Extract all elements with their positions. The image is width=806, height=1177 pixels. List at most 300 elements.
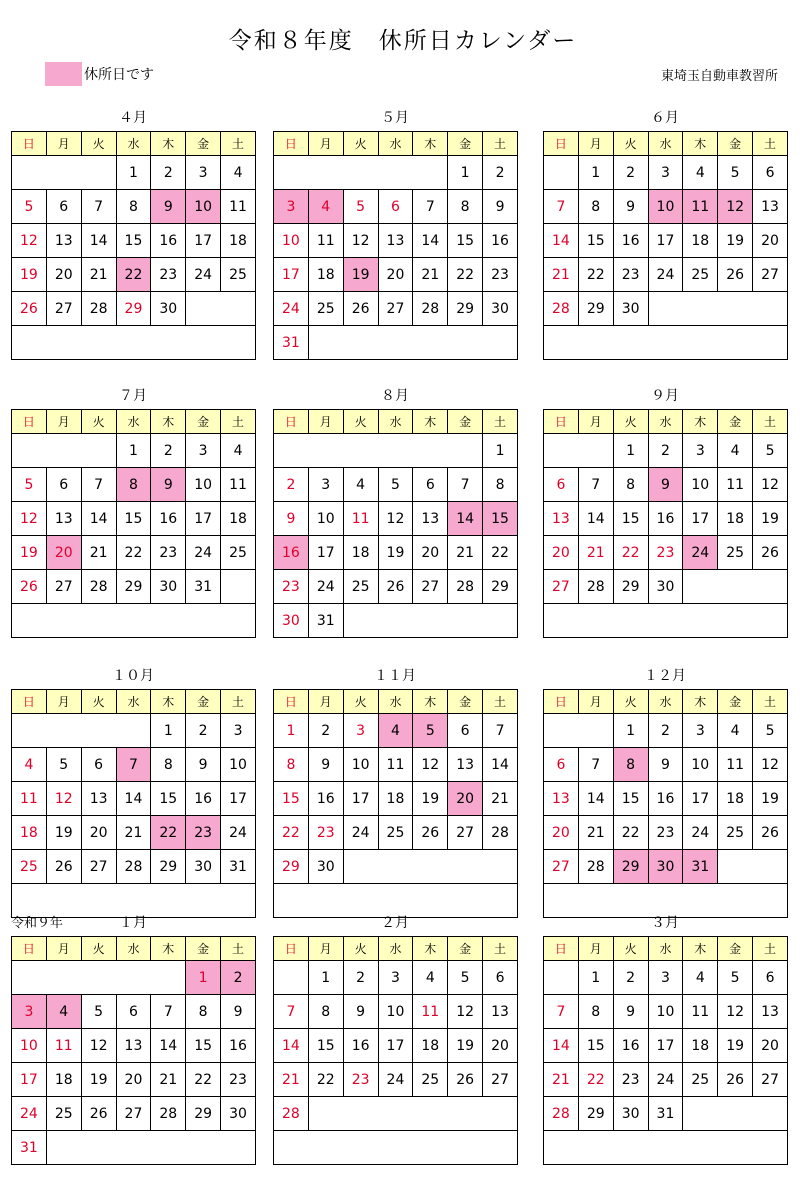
weekday-header: 日 (274, 132, 309, 156)
day-cell: 25 (308, 292, 343, 326)
day-cell: 30 (613, 292, 648, 326)
week-row (544, 434, 788, 468)
week-row (12, 850, 256, 884)
day-cell: 9 (221, 995, 256, 1029)
day-cell: 4 (221, 434, 256, 468)
week-row (274, 1029, 518, 1063)
weekday-header: 火 (613, 132, 648, 156)
day-cell: 14 (483, 748, 518, 782)
day-cell: 8 (448, 190, 483, 224)
month-table (273, 131, 518, 360)
day-cell: 12 (12, 502, 47, 536)
day-cell: 20 (46, 258, 81, 292)
day-cell: 1 (613, 714, 648, 748)
week-row (12, 995, 256, 1029)
day-cell: 27 (46, 570, 81, 604)
day-cell: 20 (544, 536, 579, 570)
empty-cell (221, 1131, 256, 1165)
day-cell: 26 (718, 258, 753, 292)
empty-cell (718, 604, 753, 638)
week-row (12, 502, 256, 536)
day-cell: 23 (648, 816, 683, 850)
day-cell: 15 (613, 782, 648, 816)
day-cell: 23 (151, 536, 186, 570)
day-cell: 21 (483, 782, 518, 816)
week-row (12, 714, 256, 748)
day-cell: 10 (221, 748, 256, 782)
day-cell: 2 (151, 434, 186, 468)
day-cell: 18 (46, 1063, 81, 1097)
day-cell: 17 (274, 258, 309, 292)
weekday-header: 木 (683, 690, 718, 714)
day-cell: 11 (46, 1029, 81, 1063)
day-cell: 3 (12, 995, 47, 1029)
day-cell: 10 (343, 748, 378, 782)
week-row (274, 536, 518, 570)
day-cell: 14 (544, 1029, 579, 1063)
empty-cell (274, 1131, 309, 1165)
day-cell: 25 (221, 258, 256, 292)
week-row (12, 156, 256, 190)
day-cell: 10 (186, 190, 221, 224)
day-cell: 7 (448, 468, 483, 502)
empty-cell (718, 326, 753, 360)
empty-cell (221, 292, 256, 326)
month-table (11, 689, 256, 918)
day-cell: 29 (116, 570, 151, 604)
weekday-header: 金 (448, 410, 483, 434)
day-cell: 6 (544, 748, 579, 782)
month-title: ５月 (381, 110, 409, 126)
day-cell: 27 (448, 816, 483, 850)
day-cell: 9 (308, 748, 343, 782)
day-cell: 27 (46, 292, 81, 326)
empty-cell (378, 326, 413, 360)
day-cell: 13 (378, 224, 413, 258)
day-cell: 29 (116, 292, 151, 326)
day-cell: 18 (343, 536, 378, 570)
day-cell: 11 (221, 468, 256, 502)
weekday-header: 金 (186, 410, 221, 434)
day-cell: 30 (151, 570, 186, 604)
day-cell: 1 (613, 434, 648, 468)
day-cell: 4 (12, 748, 47, 782)
empty-cell (613, 1131, 648, 1165)
day-cell: 30 (483, 292, 518, 326)
empty-cell (613, 326, 648, 360)
day-cell: 29 (483, 570, 518, 604)
month-title: ７月 (119, 388, 147, 404)
month-table (273, 936, 518, 1165)
day-cell: 6 (46, 468, 81, 502)
empty-cell (718, 570, 753, 604)
day-cell: 28 (274, 1097, 309, 1131)
week-row (274, 1097, 518, 1131)
weekday-header: 木 (413, 937, 448, 961)
weekday-header-row (274, 132, 518, 156)
day-cell: 9 (151, 468, 186, 502)
day-cell: 19 (448, 1029, 483, 1063)
day-cell: 30 (648, 850, 683, 884)
day-cell: 5 (413, 714, 448, 748)
weekday-header: 金 (448, 132, 483, 156)
day-cell: 7 (116, 748, 151, 782)
empty-cell (116, 1131, 151, 1165)
day-cell: 31 (648, 1097, 683, 1131)
weekday-header-row (544, 690, 788, 714)
day-cell: 14 (578, 782, 613, 816)
empty-cell (753, 850, 788, 884)
day-cell: 7 (544, 995, 579, 1029)
day-cell: 2 (308, 714, 343, 748)
day-cell: 29 (613, 850, 648, 884)
day-cell: 27 (753, 258, 788, 292)
empty-cell (116, 714, 151, 748)
day-cell: 22 (483, 536, 518, 570)
weekday-header: 水 (116, 132, 151, 156)
day-cell: 25 (221, 536, 256, 570)
weekday-header: 水 (648, 690, 683, 714)
day-cell: 7 (578, 468, 613, 502)
day-cell: 26 (12, 292, 47, 326)
day-cell: 16 (151, 502, 186, 536)
day-cell: 8 (116, 468, 151, 502)
empty-cell (544, 604, 579, 638)
day-cell: 10 (308, 502, 343, 536)
week-row (12, 326, 256, 360)
week-row (274, 156, 518, 190)
day-cell: 15 (274, 782, 309, 816)
empty-cell (46, 434, 81, 468)
day-cell: 20 (753, 224, 788, 258)
day-cell: 11 (308, 224, 343, 258)
weekday-header: 水 (648, 132, 683, 156)
week-row (12, 292, 256, 326)
week-row (12, 1029, 256, 1063)
weekday-header: 金 (718, 937, 753, 961)
day-cell: 2 (613, 156, 648, 190)
day-cell: 18 (718, 502, 753, 536)
day-cell: 8 (578, 995, 613, 1029)
empty-cell (544, 1131, 579, 1165)
day-cell: 9 (613, 995, 648, 1029)
day-cell: 18 (683, 224, 718, 258)
day-cell: 24 (221, 816, 256, 850)
weekday-header: 木 (683, 132, 718, 156)
week-row (12, 536, 256, 570)
day-cell: 20 (81, 816, 116, 850)
day-cell: 14 (448, 502, 483, 536)
day-cell: 23 (308, 816, 343, 850)
day-cell: 4 (683, 156, 718, 190)
month-title: １月 (119, 915, 147, 931)
day-cell: 31 (308, 604, 343, 638)
day-cell: 26 (753, 816, 788, 850)
day-cell: 19 (378, 536, 413, 570)
weekday-header: 月 (46, 690, 81, 714)
empty-cell (378, 1097, 413, 1131)
weekday-header: 火 (343, 937, 378, 961)
week-row (544, 816, 788, 850)
day-cell: 12 (448, 995, 483, 1029)
day-cell: 17 (648, 1029, 683, 1063)
empty-cell (46, 961, 81, 995)
empty-cell (186, 1131, 221, 1165)
day-cell: 9 (274, 502, 309, 536)
empty-cell (46, 156, 81, 190)
day-cell: 17 (683, 502, 718, 536)
day-cell: 24 (186, 536, 221, 570)
day-cell: 27 (753, 1063, 788, 1097)
day-cell: 23 (483, 258, 518, 292)
weekday-header: 木 (151, 410, 186, 434)
day-cell: 9 (343, 995, 378, 1029)
empty-cell (413, 434, 448, 468)
day-cell: 19 (718, 224, 753, 258)
week-row (12, 258, 256, 292)
empty-cell (151, 961, 186, 995)
weekday-header: 水 (648, 937, 683, 961)
day-cell: 28 (81, 292, 116, 326)
day-cell: 1 (448, 156, 483, 190)
weekday-header-row (12, 410, 256, 434)
day-cell: 3 (648, 156, 683, 190)
week-row (12, 961, 256, 995)
day-cell: 16 (308, 782, 343, 816)
weekday-header-row (274, 410, 518, 434)
week-row (12, 570, 256, 604)
day-cell: 8 (613, 468, 648, 502)
day-cell: 14 (151, 1029, 186, 1063)
week-row (544, 748, 788, 782)
day-cell: 1 (116, 434, 151, 468)
empty-cell (413, 1131, 448, 1165)
weekday-header: 金 (186, 937, 221, 961)
day-cell: 11 (343, 502, 378, 536)
week-row (544, 1063, 788, 1097)
day-cell: 29 (186, 1097, 221, 1131)
month-table (273, 689, 518, 918)
day-cell: 8 (308, 995, 343, 1029)
empty-cell (116, 326, 151, 360)
day-cell: 10 (683, 468, 718, 502)
day-cell: 21 (544, 258, 579, 292)
weekday-header: 日 (274, 410, 309, 434)
empty-cell (413, 156, 448, 190)
month-title: ８月 (381, 388, 409, 404)
empty-cell (753, 1097, 788, 1131)
day-cell: 5 (753, 714, 788, 748)
week-row (544, 604, 788, 638)
empty-cell (151, 604, 186, 638)
week-row (274, 258, 518, 292)
week-row (12, 604, 256, 638)
day-cell: 23 (151, 258, 186, 292)
weekday-header: 水 (378, 410, 413, 434)
day-cell: 30 (648, 570, 683, 604)
weekday-header: 金 (186, 690, 221, 714)
empty-cell (413, 850, 448, 884)
empty-cell (221, 326, 256, 360)
day-cell: 4 (378, 714, 413, 748)
weekday-header: 金 (718, 690, 753, 714)
day-cell: 15 (578, 1029, 613, 1063)
weekday-header: 木 (683, 410, 718, 434)
empty-cell (718, 1131, 753, 1165)
empty-cell (12, 326, 47, 360)
day-cell: 5 (12, 190, 47, 224)
empty-cell (683, 1097, 718, 1131)
empty-cell (308, 1097, 343, 1131)
day-cell: 2 (483, 156, 518, 190)
day-cell: 25 (718, 536, 753, 570)
day-cell: 11 (413, 995, 448, 1029)
day-cell: 28 (81, 570, 116, 604)
empty-cell (578, 434, 613, 468)
empty-cell (12, 156, 47, 190)
day-cell: 31 (683, 850, 718, 884)
weekday-header: 土 (221, 410, 256, 434)
empty-cell (613, 604, 648, 638)
day-cell: 31 (274, 326, 309, 360)
week-row (274, 1131, 518, 1165)
day-cell: 6 (753, 961, 788, 995)
day-cell: 3 (186, 434, 221, 468)
weekday-header: 月 (308, 690, 343, 714)
day-cell: 14 (81, 502, 116, 536)
month-calendar (11, 388, 255, 638)
empty-cell (81, 1131, 116, 1165)
day-cell: 15 (578, 224, 613, 258)
weekday-header: 土 (753, 410, 788, 434)
weekday-header: 金 (448, 690, 483, 714)
day-cell: 26 (718, 1063, 753, 1097)
day-cell: 16 (613, 224, 648, 258)
day-cell: 23 (613, 1063, 648, 1097)
weekday-header: 土 (753, 937, 788, 961)
weekday-header: 土 (483, 132, 518, 156)
day-cell: 10 (683, 748, 718, 782)
day-cell: 9 (151, 190, 186, 224)
day-cell: 29 (151, 850, 186, 884)
month-calendar (543, 388, 787, 638)
day-cell: 12 (12, 224, 47, 258)
weekday-header-row (274, 937, 518, 961)
day-cell: 9 (648, 468, 683, 502)
weekday-header-row (12, 132, 256, 156)
empty-cell (448, 434, 483, 468)
day-cell: 12 (413, 748, 448, 782)
day-cell: 3 (221, 714, 256, 748)
day-cell: 11 (718, 468, 753, 502)
day-cell: 15 (151, 782, 186, 816)
empty-cell (718, 1097, 753, 1131)
day-cell: 25 (413, 1063, 448, 1097)
weekday-header: 土 (753, 690, 788, 714)
day-cell: 15 (613, 502, 648, 536)
day-cell: 11 (718, 748, 753, 782)
day-cell: 12 (753, 468, 788, 502)
week-row (544, 1131, 788, 1165)
day-cell: 16 (483, 224, 518, 258)
day-cell: 4 (308, 190, 343, 224)
day-cell: 6 (413, 468, 448, 502)
day-cell: 30 (186, 850, 221, 884)
day-cell: 22 (274, 816, 309, 850)
day-cell: 25 (718, 816, 753, 850)
day-cell: 13 (46, 502, 81, 536)
week-row (12, 190, 256, 224)
empty-cell (274, 434, 309, 468)
empty-cell (718, 292, 753, 326)
organization-name: 東埼玉自動車教習所 (660, 69, 778, 84)
empty-cell (753, 570, 788, 604)
empty-cell (46, 1131, 81, 1165)
weekday-header: 月 (46, 937, 81, 961)
empty-cell (544, 714, 579, 748)
day-cell: 14 (413, 224, 448, 258)
day-cell: 3 (186, 156, 221, 190)
weekday-header-row (544, 410, 788, 434)
day-cell: 6 (81, 748, 116, 782)
day-cell: 10 (186, 468, 221, 502)
weekday-header: 月 (578, 690, 613, 714)
day-cell: 26 (753, 536, 788, 570)
month-title: ９月 (651, 388, 679, 404)
day-cell: 26 (81, 1097, 116, 1131)
empty-cell (343, 1131, 378, 1165)
day-cell: 7 (578, 748, 613, 782)
day-cell: 15 (448, 224, 483, 258)
day-cell: 19 (753, 782, 788, 816)
empty-cell (343, 434, 378, 468)
day-cell: 13 (753, 995, 788, 1029)
month-calendar (543, 668, 787, 918)
month-title: ３月 (651, 915, 679, 931)
month-title: １０月 (112, 668, 154, 684)
day-cell: 5 (448, 961, 483, 995)
day-cell: 27 (116, 1097, 151, 1131)
week-row (274, 961, 518, 995)
weekday-header: 月 (308, 132, 343, 156)
day-cell: 15 (116, 502, 151, 536)
day-cell: 3 (683, 714, 718, 748)
day-cell: 8 (483, 468, 518, 502)
month-title: ４月 (119, 110, 147, 126)
day-cell: 3 (378, 961, 413, 995)
day-cell: 26 (413, 816, 448, 850)
day-cell: 21 (413, 258, 448, 292)
day-cell: 8 (613, 748, 648, 782)
day-cell: 2 (221, 961, 256, 995)
weekday-header: 火 (81, 132, 116, 156)
empty-cell (308, 434, 343, 468)
day-cell: 13 (753, 190, 788, 224)
weekday-header: 水 (378, 690, 413, 714)
day-cell: 22 (578, 1063, 613, 1097)
month-calendar (543, 915, 787, 1165)
day-cell: 30 (308, 850, 343, 884)
day-cell: 27 (81, 850, 116, 884)
day-cell: 24 (343, 816, 378, 850)
day-cell: 16 (648, 782, 683, 816)
month-calendar (273, 915, 517, 1165)
day-cell: 4 (718, 714, 753, 748)
day-cell: 1 (578, 156, 613, 190)
month-table (543, 131, 788, 360)
empty-cell (308, 156, 343, 190)
week-row (12, 782, 256, 816)
